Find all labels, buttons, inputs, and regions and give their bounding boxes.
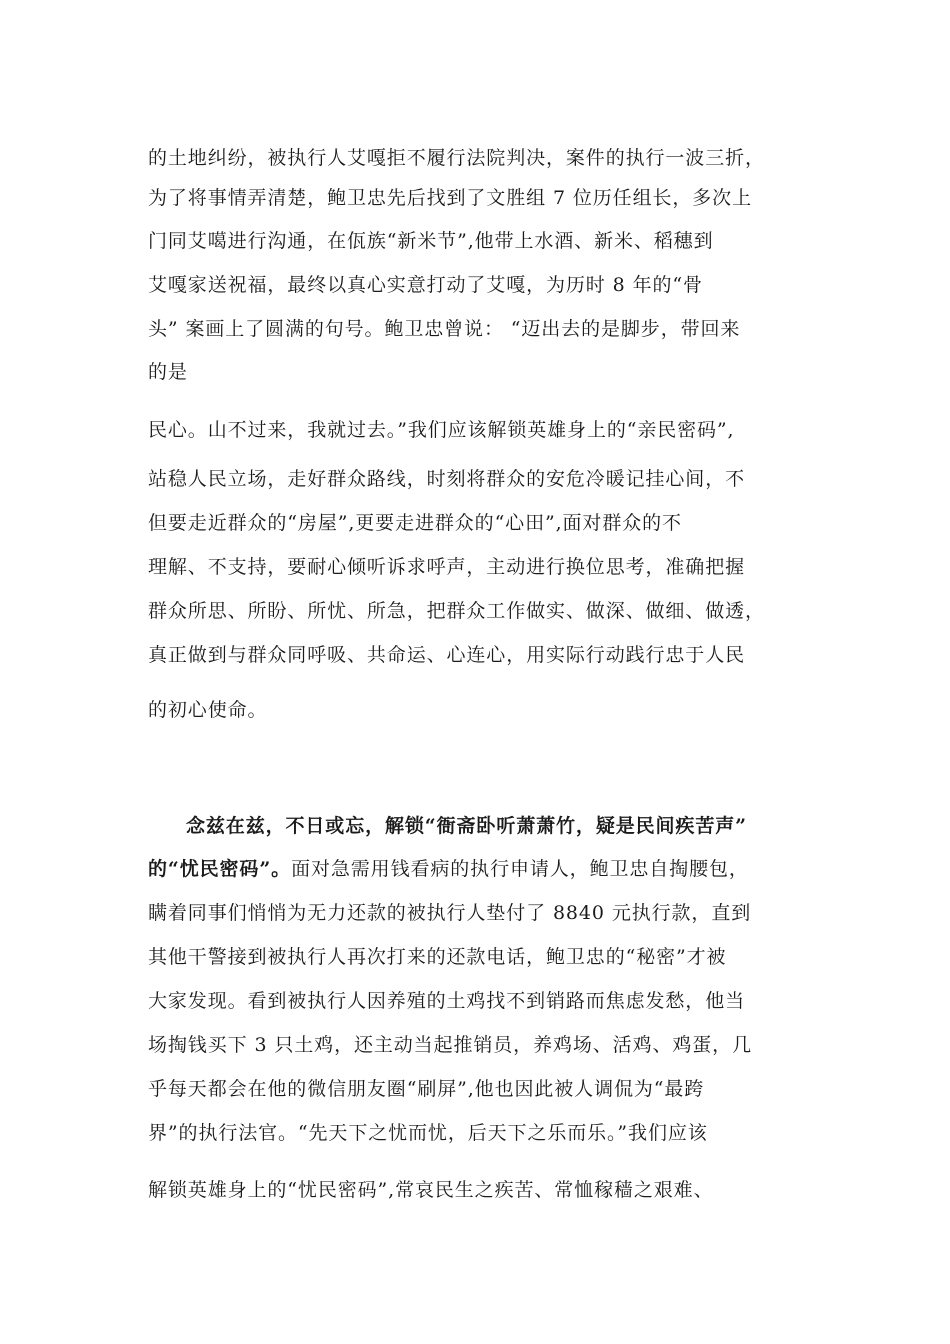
para3-line-5: 大家发现。看到被执行人因养殖的土鸡找不到销路而焦虑发愁，他当	[148, 990, 746, 1012]
para3-line-3: 瞒着同事们悄悄为无力还款的被执行人垫付了 8840 元执行款，直到	[148, 902, 752, 924]
para1-line-5: 头” 案画上了圆满的句号。鲍卫忠曾说： “迈出去的是脚步，带回来	[148, 318, 741, 340]
para3-line-2-rest: 面对急需用钱看病的执行申请人，鲍卫忠自掏腰包，	[291, 858, 749, 880]
para1-line-1: 的土地纠纷，被执行人艾嘎拒不履行法院判决，案件的执行一波三折，	[148, 147, 765, 169]
para1-line-6: 的是	[148, 361, 188, 383]
para3-line-9: 解锁英雄身上的“忧民密码”,常哀民生之疾苦、常恤稼穑之艰难、	[148, 1179, 714, 1201]
para3-heading-line-2: 的“忧民密码”。	[148, 858, 292, 880]
para3-line-4: 其他干警接到被执行人再次打来的还款电话，鲍卫忠的“秘密”才被	[148, 946, 727, 968]
para2-line-7: 的初心使命。	[148, 699, 268, 721]
para2-line-6: 真正做到与群众同呼吸、共命运、心连心，用实际行动践行忠于人民	[148, 644, 746, 666]
para3-line-2	[148, 856, 749, 882]
para3-line-6: 场掏钱买下 3 只土鸡，还主动当起推销员，养鸡场、活鸡、鸡蛋，几	[148, 1034, 752, 1056]
para3-heading-line-1: 念兹在兹，不日或忘，解锁“衙斋卧听萧萧竹，疑是民间疾苦声”	[186, 815, 747, 837]
para3-line-7: 乎每天都会在他的微信朋友圈“刷屏”,他也因此被人调侃为“最跨	[148, 1078, 705, 1100]
para1-line-4: 艾嘎家送祝福，最终以真心实意打动了艾嘎，为历时 8 年的“骨	[148, 274, 703, 296]
para2-line-3: 但要走近群众的“房屋”,更要走进群众的“心田”,面对群众的不	[148, 512, 682, 534]
para1-line-3: 门同艾噶进行沟通，在佤族“新米节”,他带上水酒、新米、稻穗到	[148, 230, 714, 252]
para2-line-1: 民心。山不过来，我就过去。”我们应该解锁英雄身上的“亲民密码”,	[148, 419, 735, 441]
para2-line-4: 理解、不支持，要耐心倾听诉求呼声，主动进行换位思考，准确把握	[148, 556, 746, 578]
para1-line-2: 为了将事情弄清楚，鲍卫忠先后找到了文胜组 7 位历任组长，多次上	[148, 187, 752, 209]
para3-line-8: 界”的执行法官。“先天下之忧而忧，后天下之乐而乐。”我们应该	[148, 1122, 708, 1144]
para2-line-5: 群众所思、所盼、所忧、所急，把群众工作做实、做深、做细、做透，	[148, 600, 765, 622]
para2-line-2: 站稳人民立场，走好群众路线，时刻将群众的安危冷暖记挂心间，不	[148, 468, 746, 490]
